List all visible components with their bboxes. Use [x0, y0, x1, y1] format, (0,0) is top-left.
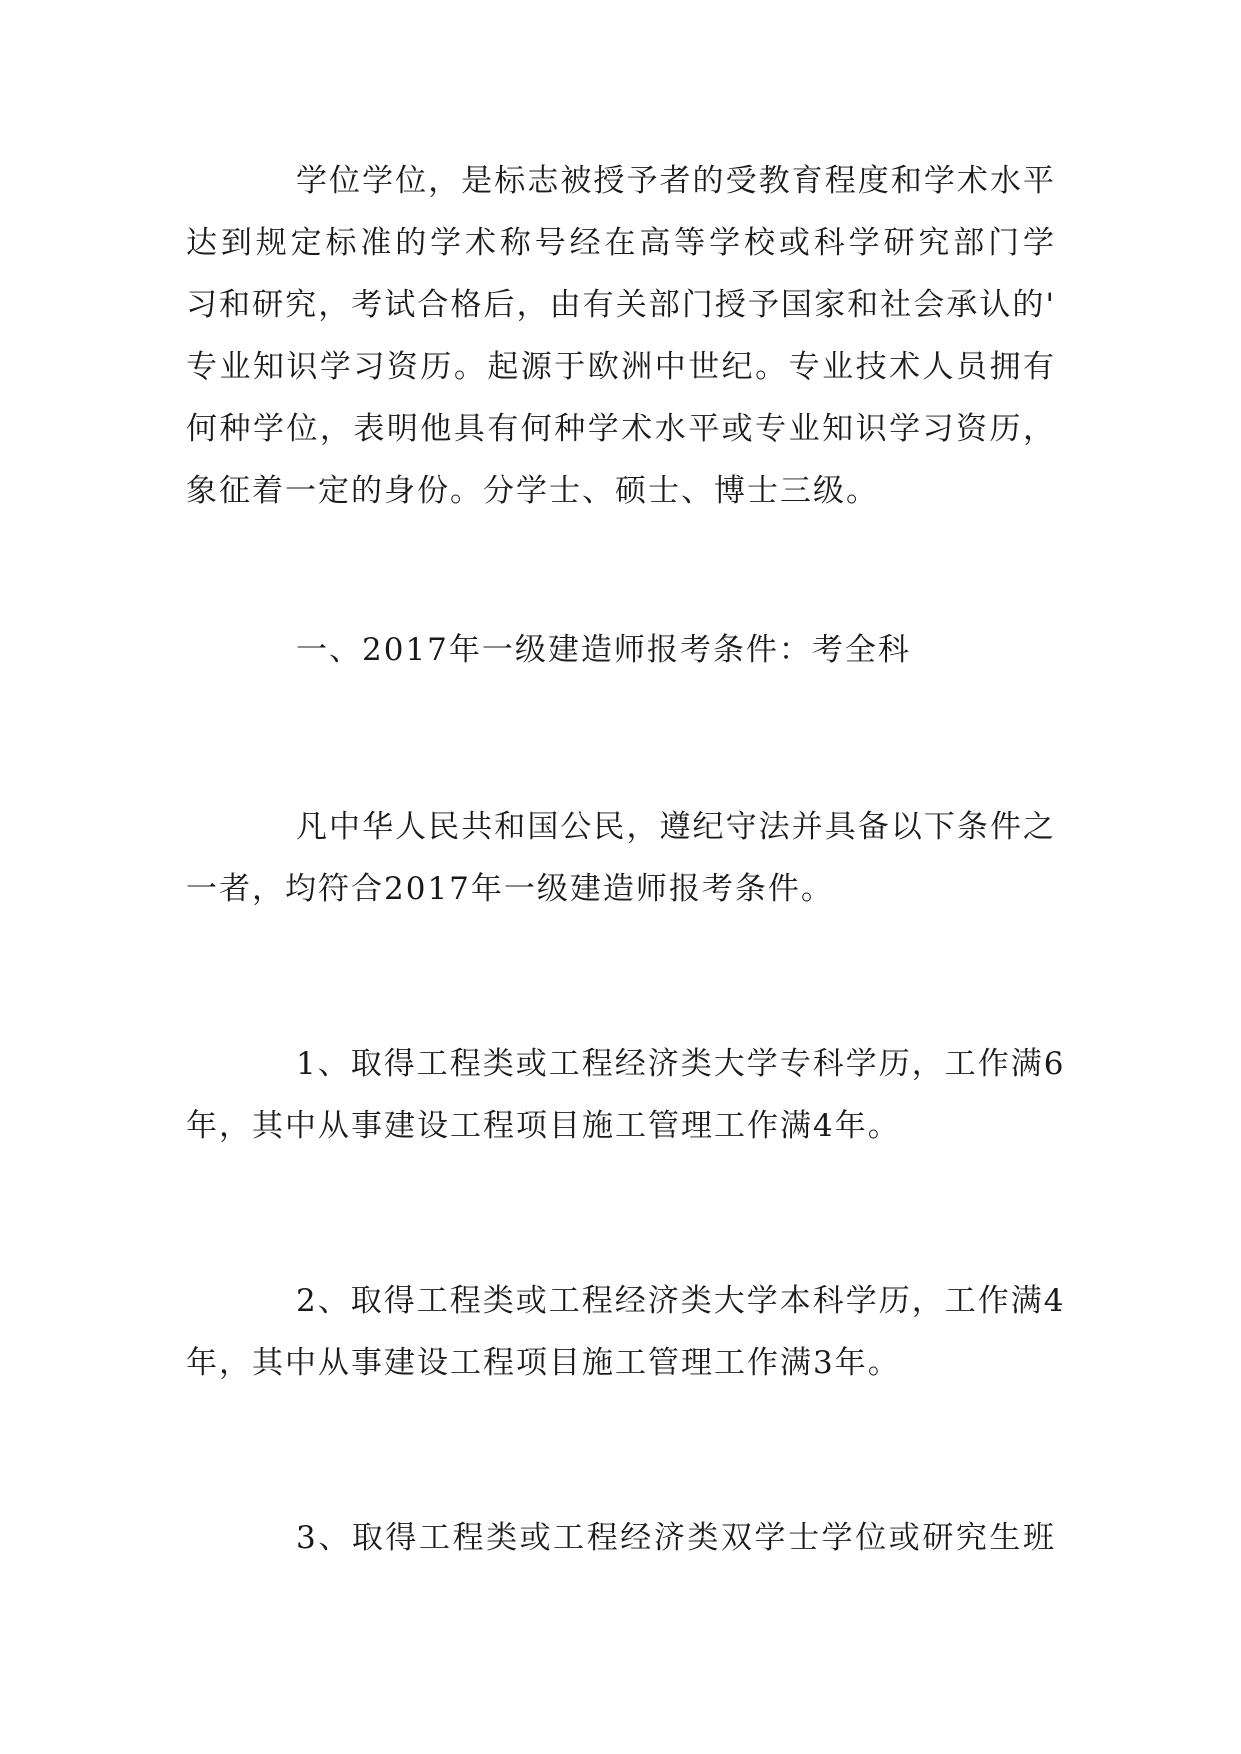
paragraph-degree-definition — [186, 150, 1056, 522]
text-line: 学位学位，是标志被授予者的受教育程度和学术水平 — [296, 163, 1056, 199]
paragraph-eligibility-intro — [186, 796, 1056, 920]
text-line: 一者，均符合2017年一级建造师报考条件。 — [186, 871, 834, 907]
text-line: 3、取得工程类或工程经济类双学士学位或研究生班 — [296, 1520, 1056, 1556]
text-line: 何种学位，表明他具有何种学术水平或专业知识学习资历， — [186, 411, 1056, 447]
condition-item-2 — [186, 1270, 1066, 1394]
text-line: 年，其中从事建设工程项目施工管理工作满4年。 — [186, 1108, 901, 1144]
text-line: 1、取得工程类或工程经济类大学专科学历，工作满6 — [296, 1046, 1066, 1082]
section-heading — [186, 619, 1056, 681]
text-line: 专业知识学习资历。起源于欧洲中世纪。专业技术人员拥有 — [186, 349, 1056, 385]
text-line: 2、取得工程类或工程经济类大学本科学历，工作满4 — [296, 1283, 1066, 1319]
text-line: 一、2017年一级建造师报考条件：考全科 — [296, 632, 911, 668]
condition-item-3 — [186, 1507, 1056, 1569]
text-line: 达到规定标准的学术称号经在高等学校或科学研究部门学 — [186, 225, 1056, 261]
condition-item-1 — [186, 1033, 1066, 1157]
text-line: 凡中华人民共和国公民，遵纪守法并具备以下条件之 — [296, 809, 1056, 845]
text-line: 象征着一定的身份。分学士、硕士、博士三级。 — [186, 473, 879, 509]
text-line: 习和研究，考试合格后，由有关部门授予国家和社会承认的' — [186, 287, 1056, 323]
text-line: 年，其中从事建设工程项目施工管理工作满3年。 — [186, 1345, 901, 1381]
